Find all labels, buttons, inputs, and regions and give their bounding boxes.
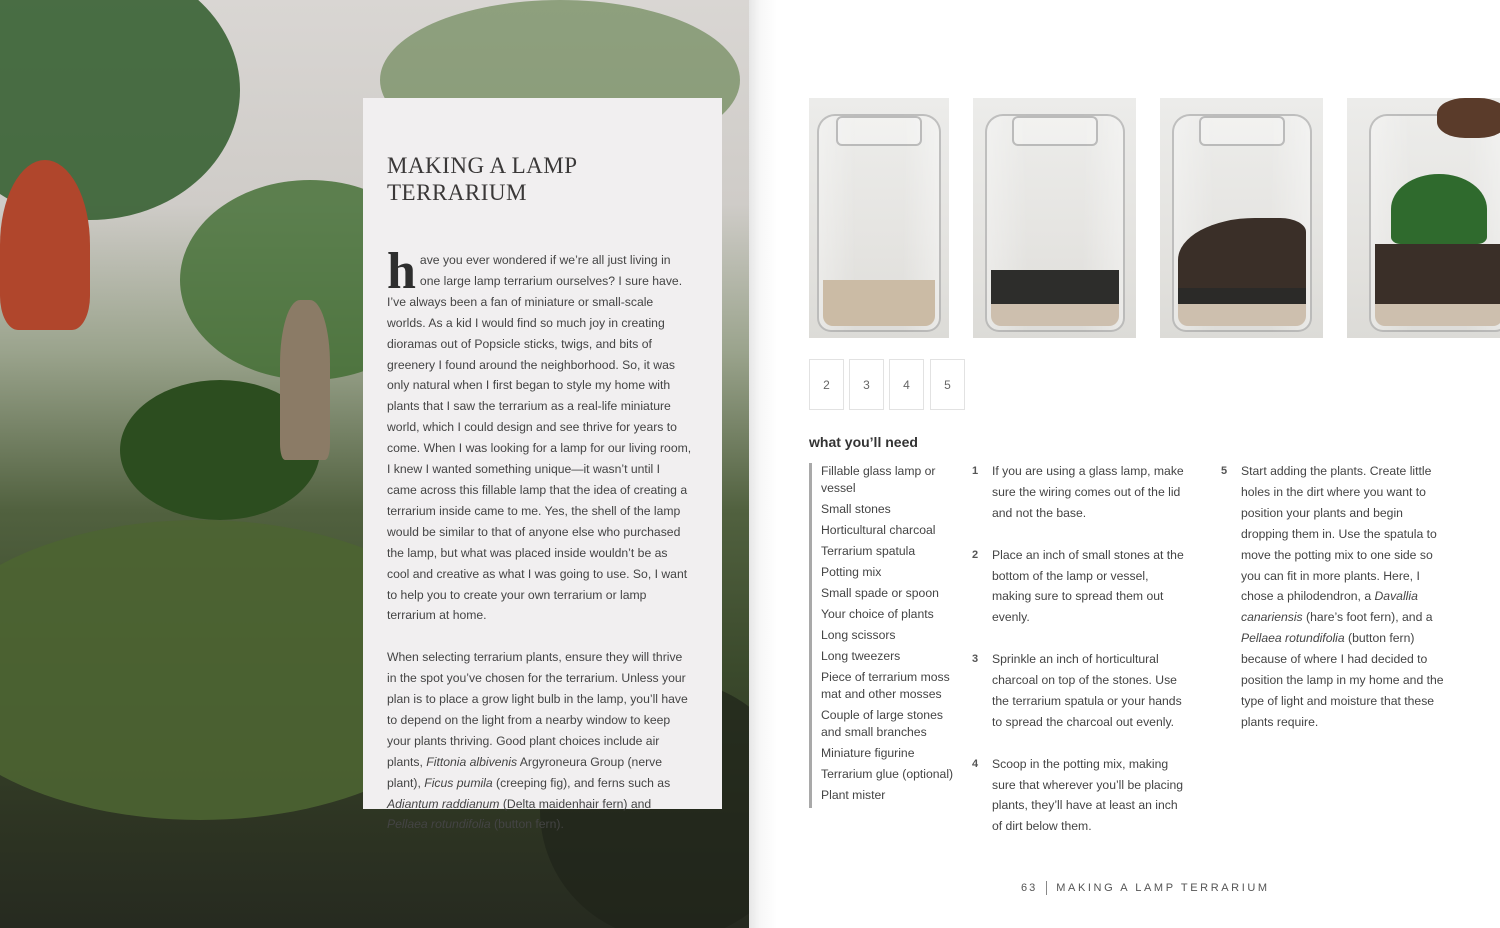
step-number-5: 5	[930, 359, 965, 410]
list-item: Couple of large stones and small branches	[821, 708, 943, 739]
list-item: Terrarium spatula	[821, 544, 916, 558]
step-number-4: 4	[889, 359, 924, 410]
jar-image	[1369, 114, 1500, 332]
step-number: 1	[972, 465, 979, 477]
jar-image	[1172, 114, 1312, 332]
instruction-step: 4 Scoop in the potting mix, making sure that wherever you’ll be placing plants, they’ll have at least an inch of dirt below them.	[972, 754, 1187, 838]
list-item: Small spade or spoon	[821, 586, 939, 600]
intro-body	[387, 243, 692, 835]
step-number: 2	[972, 548, 979, 561]
list-item: Fillable glass lamp or vessel	[821, 464, 936, 495]
needs-list	[809, 463, 959, 808]
instruction-step: 1 If you are using a glass lamp, make sure the wiring comes out of the lid and not the base.	[972, 461, 1187, 524]
intro-paragraph-1: have you ever wondered if we’re all just living in one large lamp terrarium ourselves? I sure have. I’ve always been a fan of miniature or small-scale worlds. As a kid I would find so much joy in creating dioramas out of Popsicle sticks, twigs, and bits of greenery I found around the neighborhood. So, it was only natural when I first began to style my home with plants that I saw the terrarium as a real-life miniature world, which I could design and see thrive for years to come. When I was looking for a lamp for our living room, I knew I wanted something unique—it wasn’t until I came across this fillable lamp that the idea of creating a terrarium inside came to me. Yes, the shell of the lamp would be similar to that of anyone else who purchased the lamp, but what was placed inside wouldn’t be as cool and creative as what I was going to use. So, I want to help you to create your own terrarium or lamp terrarium at home.	[387, 243, 692, 623]
step-photo-4	[1160, 98, 1323, 338]
jar-image	[817, 114, 941, 332]
list-item: Potting mix	[821, 565, 882, 579]
step-photo-2	[809, 98, 949, 338]
list-item: Long tweezers	[821, 649, 901, 663]
instruction-step: 2 Place an inch of small stones at the bottom of the lamp or vessel, making sure to spread them out evenly.	[972, 545, 1187, 629]
intro-card	[363, 98, 722, 832]
page-number: 63	[1021, 882, 1038, 894]
steps-column-1	[972, 461, 1187, 858]
list-item: Horticultural charcoal	[821, 523, 936, 537]
page-footer	[1021, 881, 1270, 895]
step-number-2: 2	[809, 359, 844, 410]
list-item: Long scissors	[821, 628, 896, 642]
list-item: Small stones	[821, 502, 891, 516]
steps-column-2	[1221, 461, 1446, 754]
needs-heading: what you’ll need	[809, 434, 918, 450]
running-head: MAKING A LAMP TERRARIUM	[1056, 882, 1270, 894]
list-item: Your choice of plants	[821, 607, 934, 621]
instruction-step: 3 Sprinkle an inch of horticultural charcoal on top of the stones. Use the terrarium spatula or your hands to spread the charcoal out evenly.	[972, 649, 1187, 733]
drop-cap: h	[387, 243, 416, 300]
jar-image	[985, 114, 1125, 332]
list-item: Terrarium glue (optional)	[821, 767, 954, 781]
step-number: 4	[972, 757, 979, 770]
page-gutter	[749, 0, 777, 928]
step-number-3: 3	[849, 359, 884, 410]
list-item: Piece of terrarium moss mat and other mosses	[821, 670, 950, 701]
step-number: 3	[972, 653, 979, 666]
footer-divider	[1046, 881, 1047, 895]
intro-paragraph-2: When selecting terrarium plants, ensure they will thrive in the spot you’ve chosen for the terrarium. Unless your plan is to place a grow light bulb in the lamp, you’ll have to depend on the light from a nearby window to keep your plants thriving. Good plant choices include air plants, Fittonia albivenis Argyroneura Group (nerve plant), Ficus pumila (creeping fig), and ferns such as Adiantum raddianum (Delta maidenhair fern) and Pellaea rotundifolia (button fern).	[387, 650, 688, 832]
page-title: MAKING A LAMP TERRARIUM	[387, 153, 577, 205]
list-item: Miniature figurine	[821, 746, 915, 760]
step-photo-5	[1347, 98, 1500, 338]
step-number: 5	[1221, 465, 1228, 477]
list-item: Plant mister	[821, 788, 886, 802]
step-photo-3	[973, 98, 1136, 338]
instruction-step: 5 Start adding the plants. Create little holes in the dirt where you want to position your plants and begin dropping them in. Use the spatula to move the potting mix to one side so you can fit in more plants. Here, I chose a philodendron, a Davallia canariensis (hare’s foot fern), and a Pellaea rotundifolia (button fern) because of where I had decided to position the lamp in my home and the type of light and moisture that these plants require.	[1221, 461, 1446, 733]
